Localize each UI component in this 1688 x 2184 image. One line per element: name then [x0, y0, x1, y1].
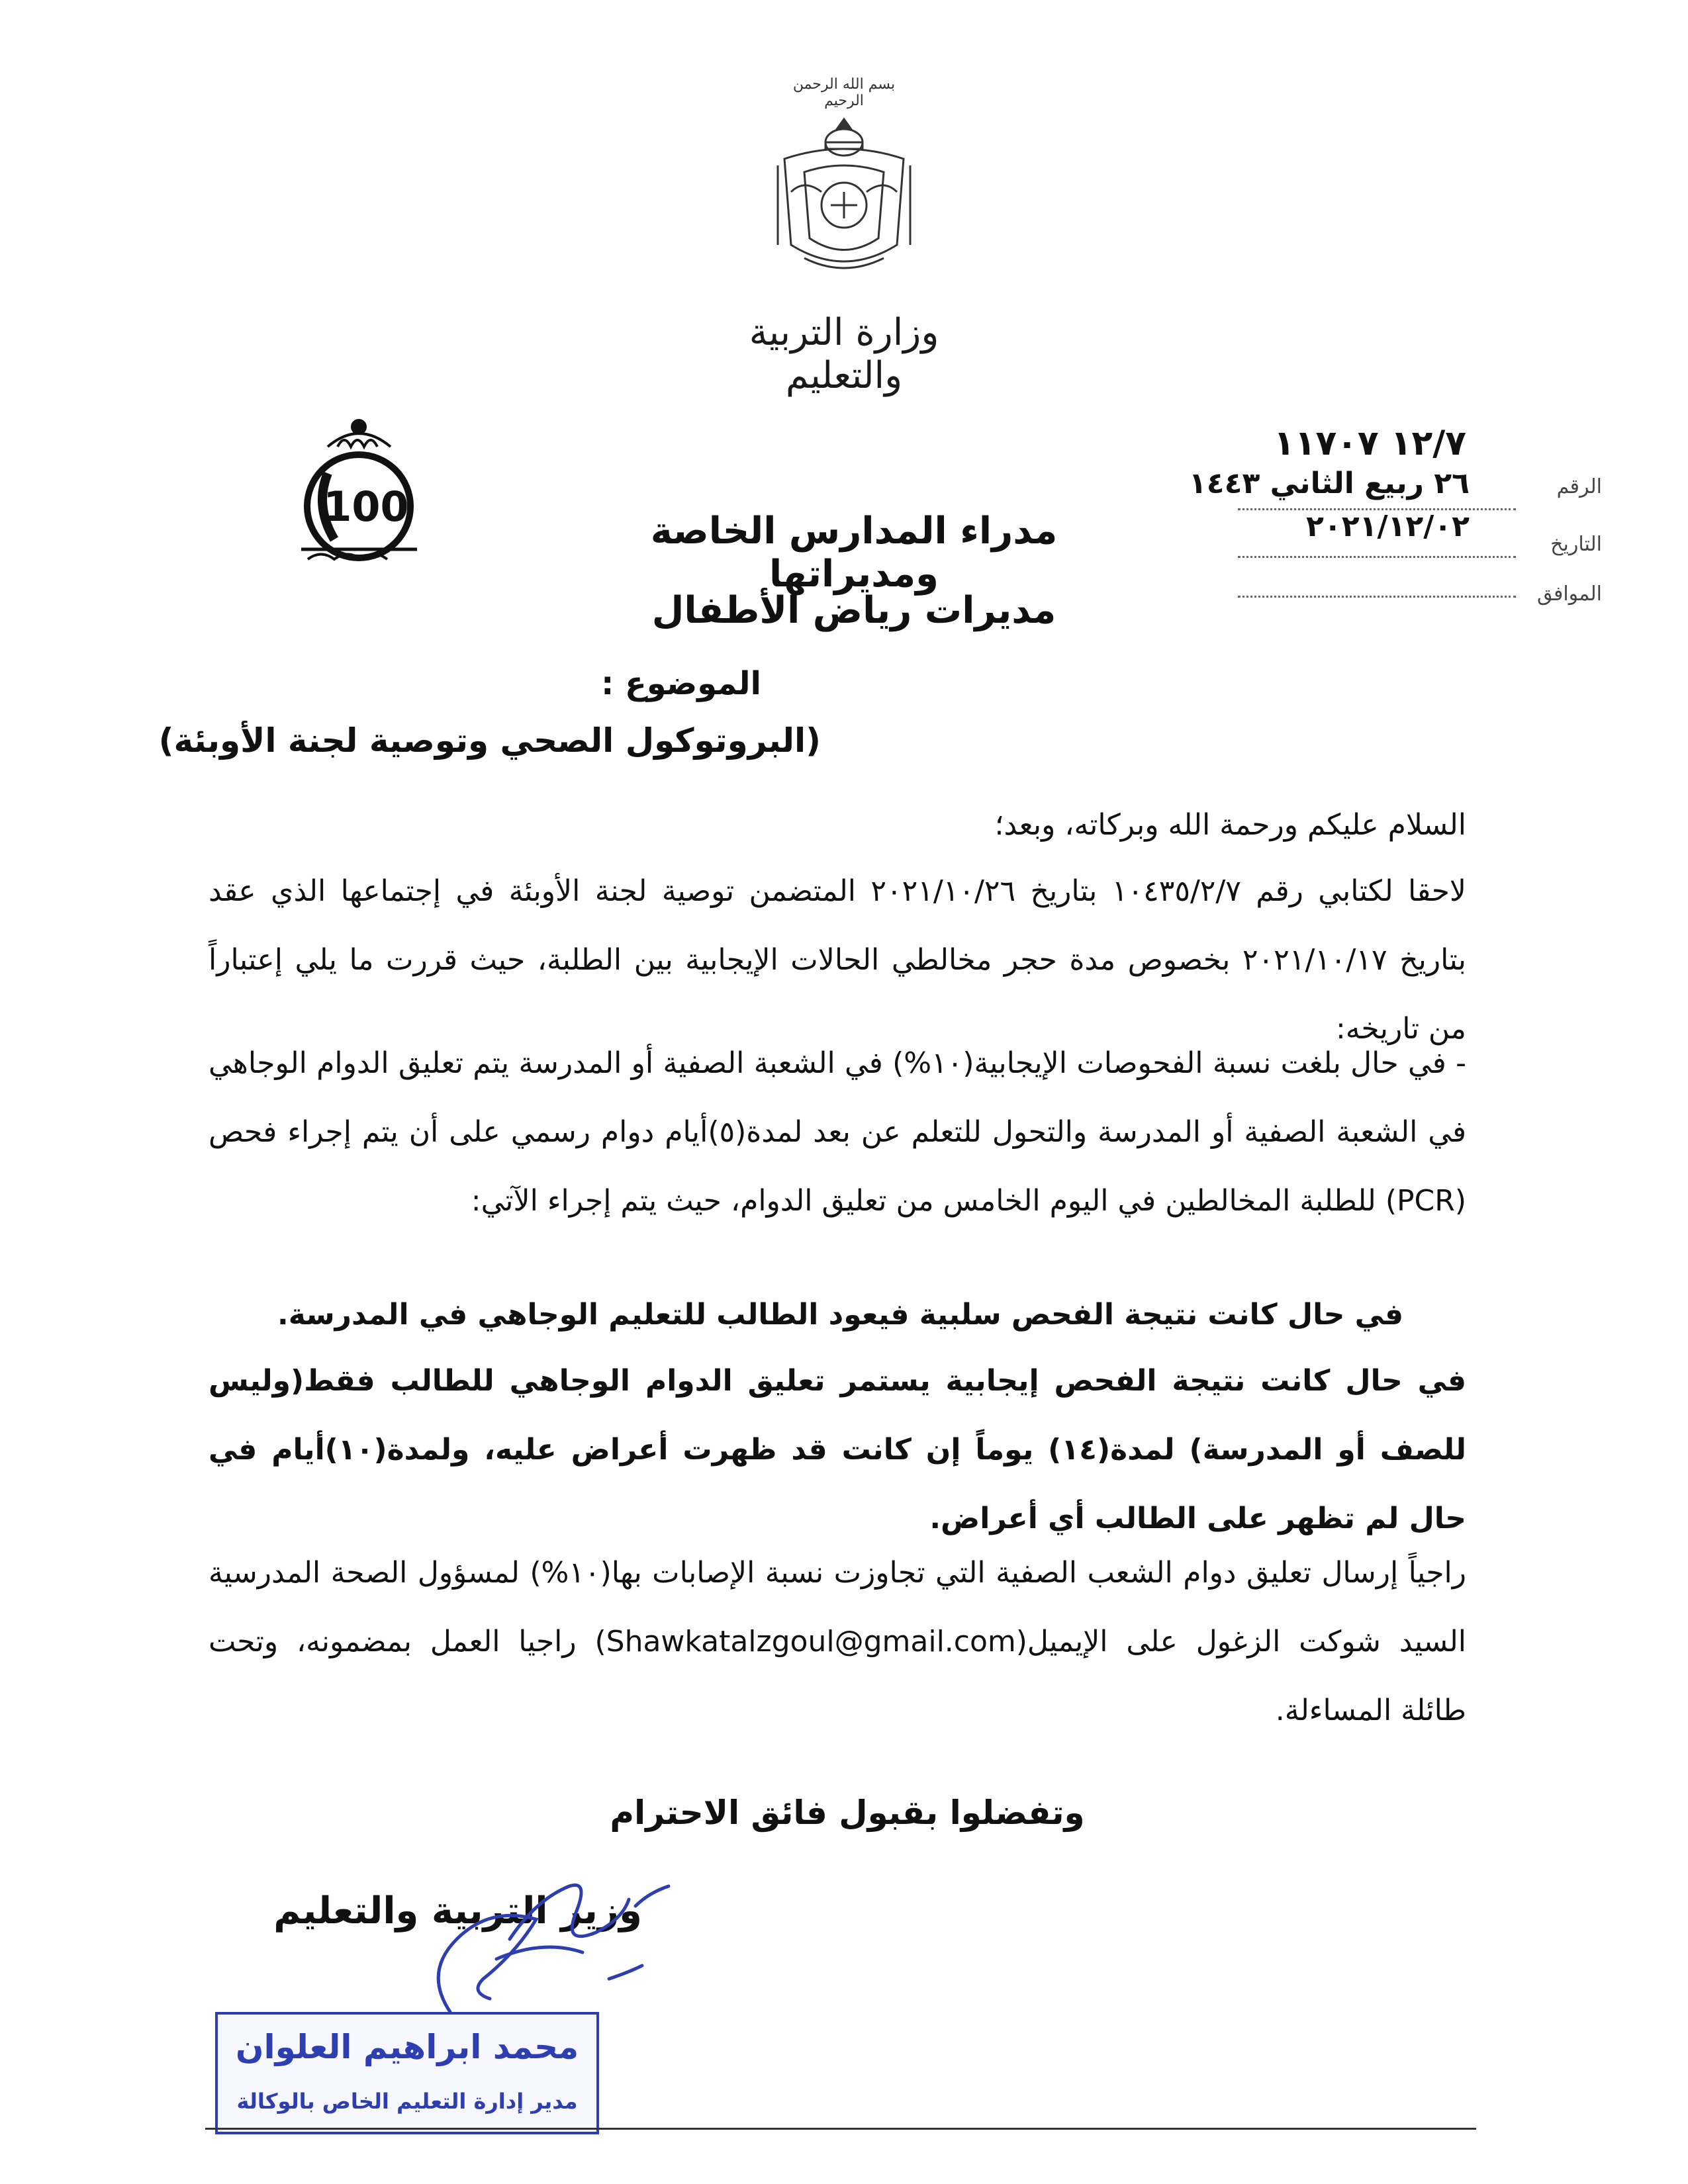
logo-number: 100 [323, 482, 409, 531]
positive-result-paragraph: في حال كانت نتيجة الفحص إيجابية يستمر تعليق الدوام الوجاهي للطالب فقط(وليس للصف أو المدرسة) لمدة(١٤) يوماً إن كانت قد ظهرت أعراض عليه، ولمدة(١٠)أيام في حال لم تظهر على الطالب أي أعراض. [209, 1364, 1466, 1535]
coat-of-arms-icon [765, 113, 923, 285]
stamp-name: محمد ابراهيم العلوان [235, 2028, 579, 2066]
gregorian-date: ٢٠٢١/١٢/٠٢ [1306, 510, 1470, 543]
subject-label: الموضوع : [601, 665, 761, 702]
greeting: السلام عليكم ورحمة الله وبركاته، وبعد؛ [994, 808, 1466, 842]
minister-title: وزير التربية والتعليم [273, 1889, 642, 1933]
hijri-date: ٢٦ ربيع الثاني ١٤٤٣ [1188, 467, 1470, 500]
closing-regards: وتفضلوا بقبول فائق الاحترام [610, 1794, 1085, 1832]
intro-paragraph: لاحقا لكتابي رقم ١٠٤٣٥/٢/٧ بتاريخ ٢٠٢١/١٠/٢٦ المتضمن توصية لجنة الأوبئة في إجتماعها الذي عقد بتاريخ ٢٠٢١/١٠/١٧ بخصوص مدة حجر مخالطي الحالات الإيجابية بين الطلبة، حيث قررت ما يلي إعتباراً من تاريخه: [209, 874, 1467, 1046]
corresponding-label: الموافق [1536, 582, 1602, 606]
reference-number-label: الرقم [1556, 475, 1602, 498]
addressee-line-1: مدراء المدارس الخاصة ومديراتها [650, 510, 1058, 596]
bullet-paragraph: - في حال بلغت نسبة الفحوصات الإيجابية(١٠%) في الشعبة الصفية أو المدرسة يتم تعليق الدوام الوجاهي في الشعبة الصفية أو المدرسة والتحول للتعلم عن بعد لمدة(٥)أيام دوام رسمي على أن يتم إجراء فحص (PCR) للطلبة المخالطين في اليوم الخامس من تعليق الدوام، حيث يتم إجراء الآتي: [209, 1046, 1466, 1218]
ministry-name: وزارة التربية والتعليم [749, 311, 939, 397]
official-stamp [215, 2012, 599, 2134]
stamp-title: مدير إدارة التعليم الخاص بالوكالة [236, 2089, 578, 2114]
reference-number-value: ١٢/٧ ١١٧٠٧ [1273, 424, 1466, 463]
corresponding-dotted-line [1238, 596, 1516, 598]
addressee-line-2: مديرات رياض الأطفال [651, 589, 1056, 632]
negative-result-paragraph: في حال كانت نتيجة الفحص سلبية فيعود الطالب للتعليم الوجاهي في المدرسة. [277, 1298, 1403, 1332]
basmala: بسم الله الرحمن الرحيم [792, 76, 896, 109]
footer-divider [205, 2128, 1476, 2130]
date-label: التاريخ [1550, 533, 1602, 556]
signature-icon [410, 1840, 688, 2038]
request-paragraph: راجياً إرسال تعليق دوام الشعب الصفية التي تجاوزت نسبة الإصابات بها(١٠%) لمسؤول الصحة المدرسية السيد شوكت الزغول على الإيميل(Shawkatalzgoul@gmail.com) راجيا العمل بمضمونه، وتحت طائلة المساءلة. [209, 1556, 1466, 1727]
centennial-crown-logo [288, 407, 430, 572]
date-dotted-line [1238, 556, 1516, 558]
subject-text: (البروتوكول الصحي وتوصية لجنة الأوبئة) [158, 721, 821, 760]
